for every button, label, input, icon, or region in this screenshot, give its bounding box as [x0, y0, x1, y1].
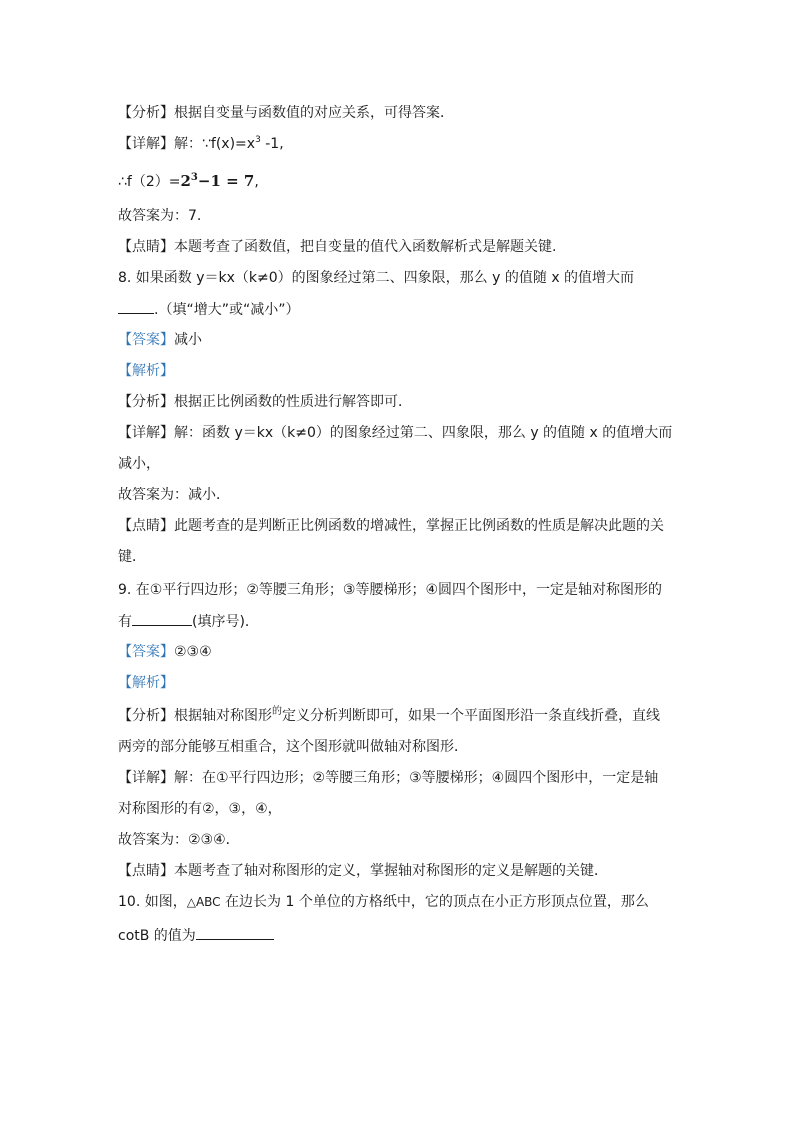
q10-stem-line2: [118, 925, 274, 945]
q8-stem-line1: 8. 如果函数 y＝kx（k≠0）的图象经过第二、四象限，那么 y 的值随 x 的值增大而: [118, 270, 635, 286]
q7-formula-base: 2: [180, 172, 191, 190]
q9-detail-line2: 对称图形的有②，③，④，: [118, 801, 282, 817]
q8-comment-line2: 键．: [118, 549, 146, 565]
q9-final-answer: 故答案为：②③④．: [118, 832, 240, 848]
q9-analysis-line1-a: 【分析】根据轴对称图形: [118, 708, 272, 724]
q9-comment: 【点睛】本题考查了轴对称图形的定义，掌握轴对称图形的定义是解题的关键．: [118, 863, 608, 879]
q7-detail-exponent: 3: [255, 135, 261, 145]
q8-stem-line2: [118, 299, 299, 319]
q8-answer-tag: 【答案】: [118, 332, 174, 348]
q10-answer-blank: [196, 925, 274, 940]
q8-comment-line1: 【点睛】此题考查的是判断正比例函数的增减性，掌握正比例函数的性质是解决此题的关: [118, 518, 664, 534]
q9-stem-line1: 9. 在①平行四边形；②等腰三角形；③等腰梯形；④圆四个图形中，一定是轴对称图形的: [118, 582, 663, 598]
q9-answer-tag: 【答案】: [118, 644, 174, 660]
q7-formula-comma: ,: [254, 174, 259, 190]
q7-therefore-text: ∴f（2）=: [118, 174, 181, 190]
q7-analysis: 【分析】根据自变量与函数值的对应关系，可得答案．: [118, 105, 454, 121]
q8-answer: [118, 330, 202, 350]
q9-solution-tag: 【解析】: [118, 675, 174, 691]
q8-detail-line1: 【详解】解：函数 y＝kx（k≠0）的图象经过第二、四象限，那么 y 的值随 x 的值增大而: [118, 425, 673, 441]
q10-stem-line1-a: 10. 如图，: [118, 894, 187, 910]
q7-formula-rest: −1 = 7: [197, 172, 255, 190]
q9-analysis-line1-b: 定义分析判断即可，如果一个平面图形沿一条直线折叠，直线: [282, 708, 660, 724]
q9-stem-line2-start: 有: [118, 614, 132, 630]
q9-analysis-de: 的: [272, 706, 282, 717]
q9-stem-line2: [118, 611, 259, 631]
q9-analysis-line1: [118, 706, 660, 726]
q8-solution-tag: 【解析】: [118, 363, 174, 379]
q7-detail-text: 【详解】解：∵f(x)=x: [118, 136, 256, 152]
q9-answer: [118, 642, 212, 662]
q7-detail: [118, 134, 284, 154]
q9-detail-line1: 【详解】解：在①平行四边形；②等腰三角形；③等腰梯形；④圆四个图形中，一定是轴: [118, 770, 659, 786]
q7-therefore: [118, 171, 259, 191]
q7-answer: 故答案为：7.: [118, 208, 202, 224]
q7-comment: 【点睛】本题考查了函数值，把自变量的值代入函数解析式是解题关键.: [118, 239, 557, 255]
q10-stem-line1: [118, 892, 649, 912]
q8-answer-value: 减小: [174, 332, 202, 348]
q9-answer-blank: [132, 611, 192, 626]
q10-stem-line1-b: 在边长为 1 个单位的方格纸中，它的顶点在小正方形顶点位置，那么: [220, 894, 649, 910]
q8-detail-line2: 减小，: [118, 456, 160, 472]
q9-stem-line2-end: (填序号)．: [192, 614, 259, 630]
q10-triangle-label: △ABC: [186, 895, 221, 909]
q8-final-answer: 故答案为：减小．: [118, 487, 230, 503]
q8-answer-blank: [118, 299, 154, 314]
q8-stem-line2-text: .（填“增大”或“减小”）: [154, 302, 300, 318]
q10-stem-line2-text: cotB 的值为: [118, 928, 196, 944]
q8-analysis: 【分析】根据正比例函数的性质进行解答即可．: [118, 394, 412, 410]
q9-answer-value: ②③④: [174, 644, 212, 660]
q7-formula: [180, 172, 254, 190]
q7-formula-exponent: 3: [190, 172, 198, 183]
q9-analysis-line2: 两旁的部分能够互相重合，这个图形就叫做轴对称图形．: [118, 739, 468, 755]
q7-detail-tail: -1,: [260, 136, 284, 152]
